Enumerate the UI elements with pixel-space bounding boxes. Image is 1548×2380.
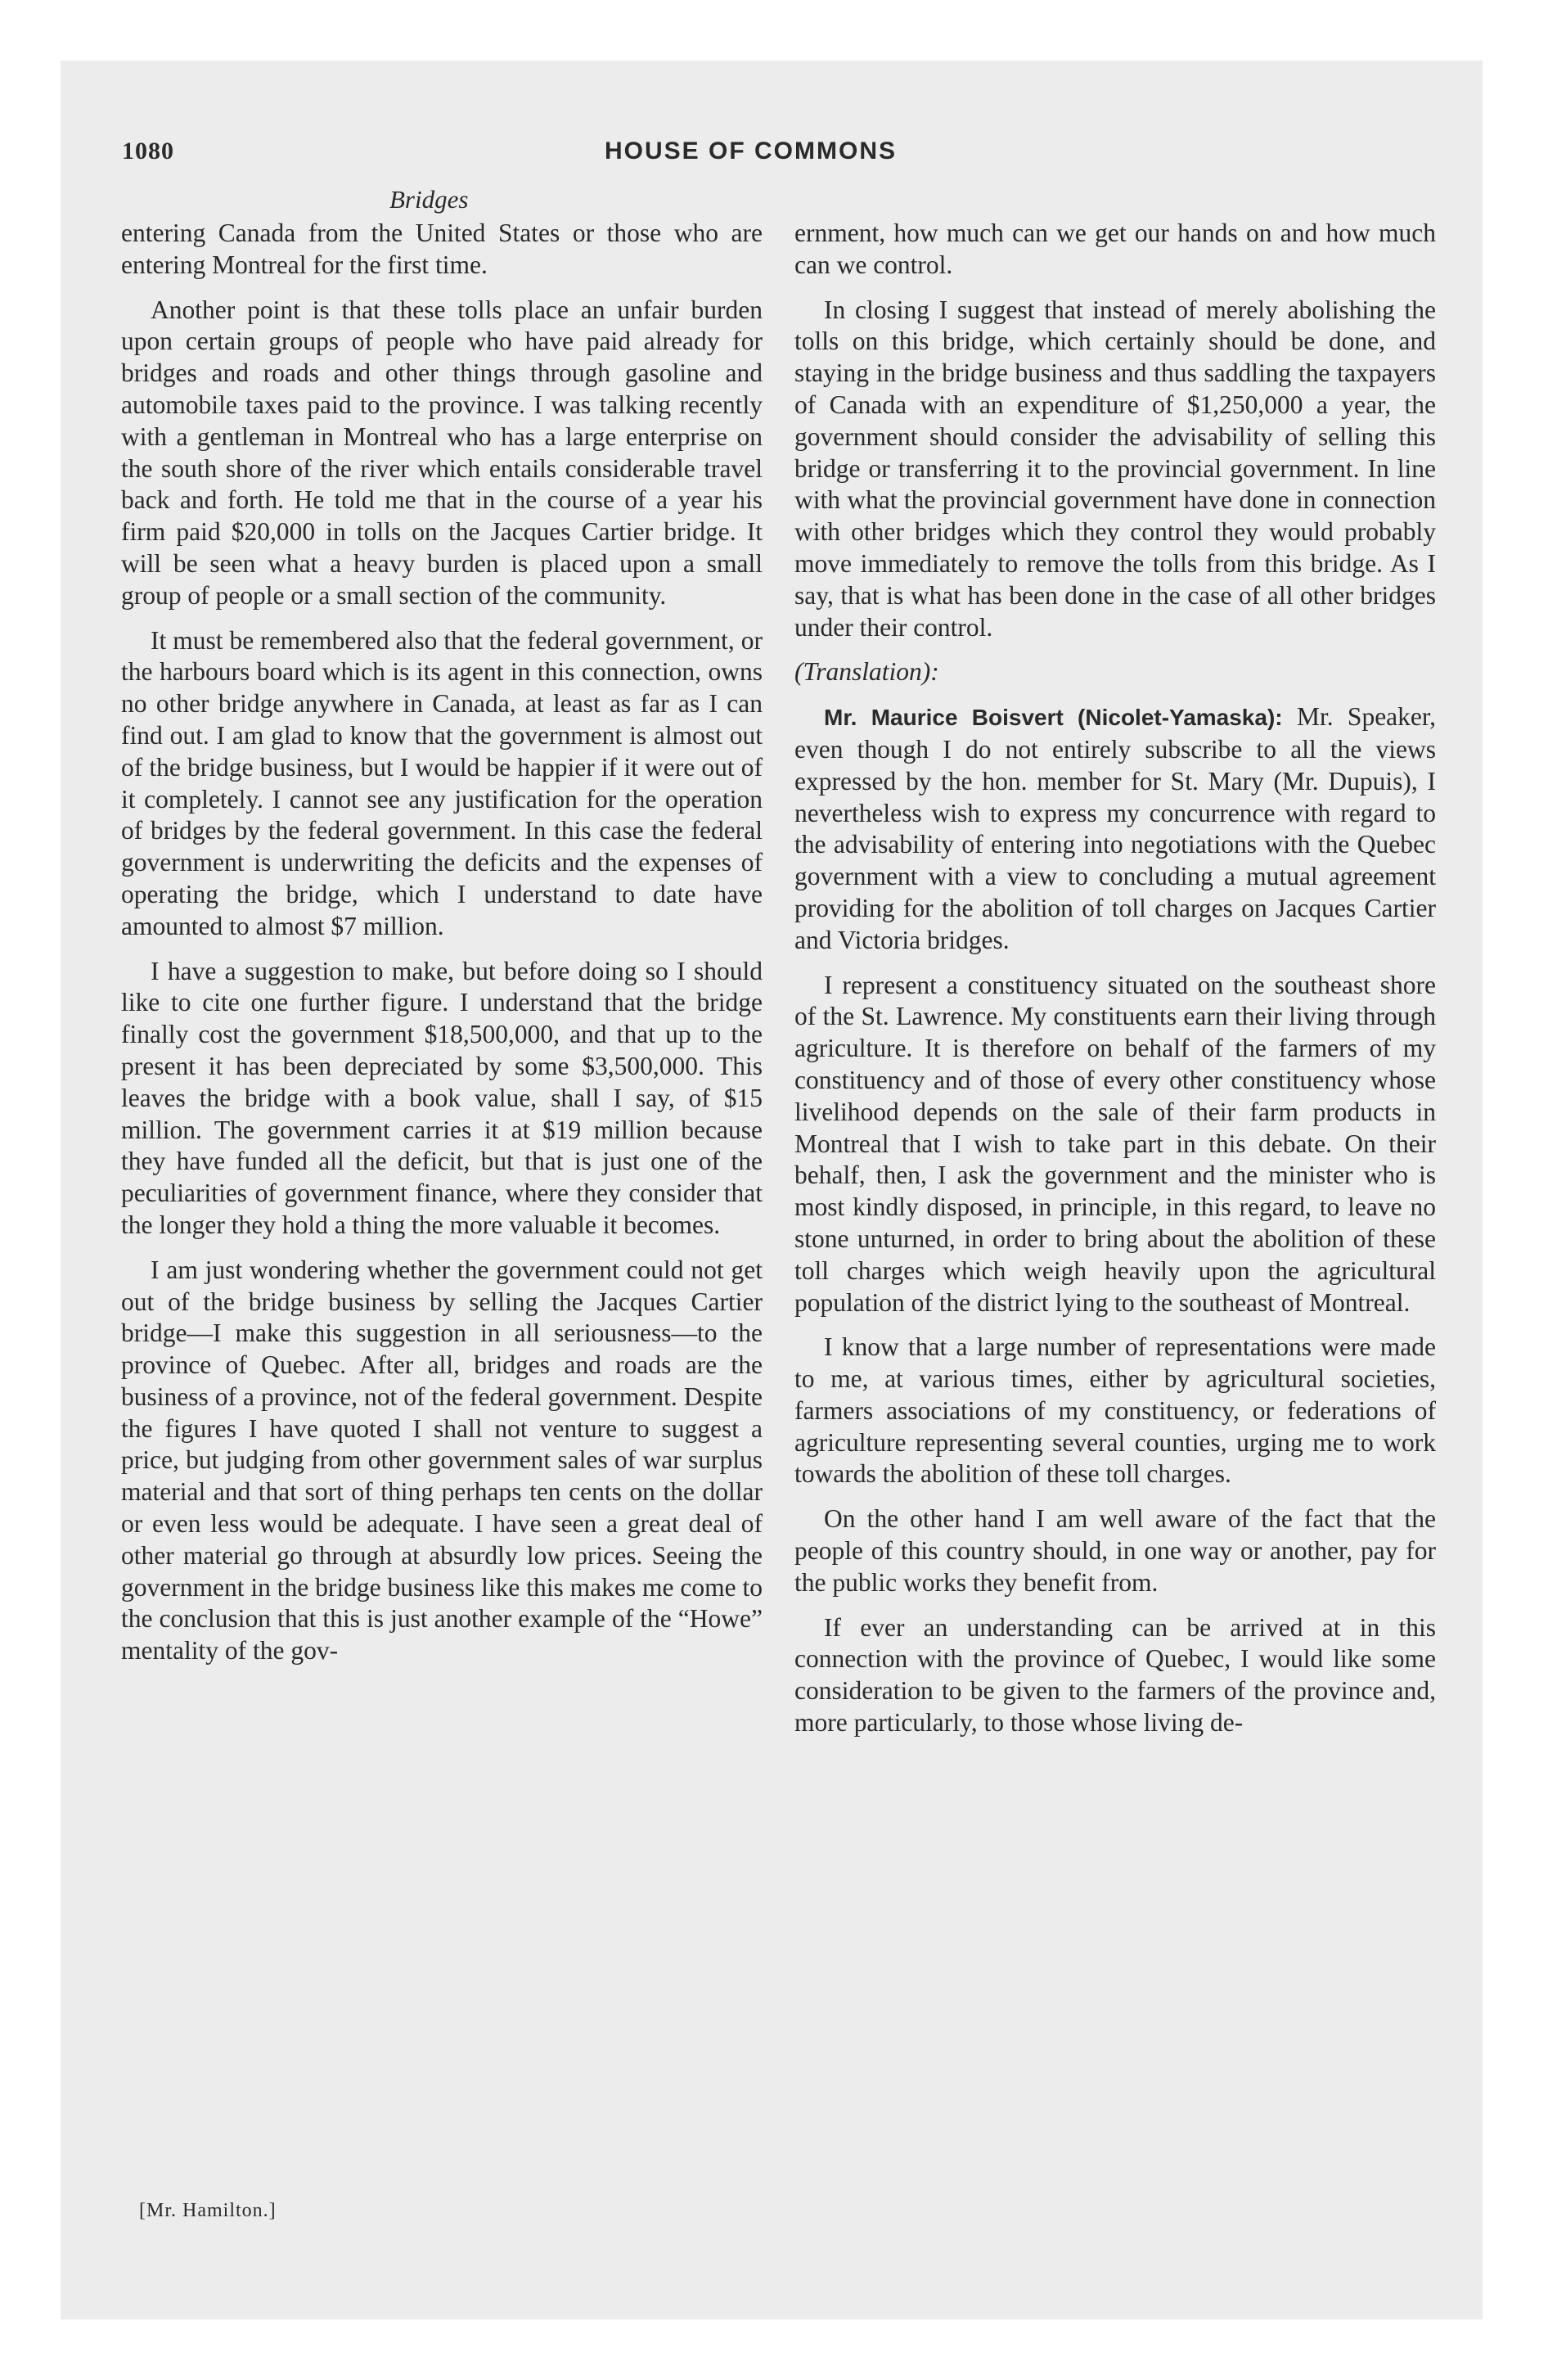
speaker-footer: [Mr. Hamilton.] xyxy=(139,2200,277,2221)
paragraph: entering Canada from the United States or those who are entering Montreal for the first time. xyxy=(121,219,763,279)
paragraph: ernment, how much can we get our hands on and how much can we control. xyxy=(794,219,1436,279)
running-head: HOUSE OF COMMONS xyxy=(605,137,898,165)
left-column xyxy=(121,218,763,1680)
page-number: 1080 xyxy=(122,137,174,165)
page-header xyxy=(122,137,1456,178)
paragraph: I represent a constituency situated on the southeast shore of the St. Lawrence. My constituents earn their living through agriculture. It is therefore on behalf of the farmers of my constituency and of those of every other constituency whose livelihood depends on the sale of their farm products in Montreal that I wish to take part in this debate. On their behalf, then, I ask the government and the minister who is most kindly disposed, in principle, in this regard, to leave no stone unturned, in order to bring about the abolition of these toll charges which weigh heavily upon the agricultural population of the district lying to the southeast of Montreal. xyxy=(794,970,1436,1317)
speech-text: Mr. Speaker, even though I do not entirely subscribe to all the views expressed by the hon. member for St. Mary (Mr. Dupuis), I nevertheless wish to express my concurrence with regard to the advisability of entering into negotiations with the Quebec government with a view to concluding a mutual agreement providing for the abolition of toll charges on Jacques Cartier and Victoria bridges. xyxy=(794,702,1436,954)
speech-paragraph xyxy=(794,701,1436,956)
paragraph: It must be remembered also that the federal government, or the harbours board which is its agent in this connection, owns no other bridge anywhere in Canada, at least as far as I can find out. I am glad to know that the government is almost out of the bridge business, but I would be happier if it were out of it completely. I cannot see any justification for the operation of bridges by the federal government. In this case the federal government is underwriting the deficits and the expenses of operating the bridge, which I understand to date have amounted to almost $7 million. xyxy=(121,625,763,940)
paragraph: If ever an understanding can be arrived at in this connection with the province of Quebec, I would like some consideration to be given to the farmers of the province and, more particularly, to those whose living de- xyxy=(794,1612,1436,1738)
paragraph: On the other hand I am well aware of the fact that the people of this country should, in one way or another, pay for the public works they benefit from. xyxy=(794,1504,1436,1597)
paragraph: Another point is that these tolls place an unfair burden upon certain groups of people who have paid already for bridges and roads and other things through gasoline and automobile taxes paid to the province. I was talking recently with a gentleman in Montreal who has a large enterprise on the south shore of the river which entails considerable travel back and forth. He told me that in the course of a year his firm paid $20,000 in tolls on the Jacques Cartier bridge. It will be seen what a heavy burden is placed upon a small group of people or a small section of the community. xyxy=(121,295,763,610)
speaker-name: Mr. Maurice Boisvert (Nicolet-Yamaska): xyxy=(824,705,1283,731)
paragraph: I know that a large number of representations were made to me, at various times, either by agricultural societies, farmers associations of my constituency, or federations of agriculture representing several counties, urging me to work towards the abolition of these toll charges. xyxy=(794,1332,1436,1489)
subject-heading: Bridges xyxy=(389,185,469,214)
paragraph: I am just wondering whether the government could not get out of the bridge business by selling the Jacques Cartier bridge—I make this suggestion in all seriousness—to the province of Quebec. After all, bridges and roads are the business of a province, not of the federal government. Despite the figures I have quoted I shall not venture to suggest a price, but judging from other government sales of war surplus material and that sort of thing perhaps ten cents on the dollar or even less would be adequate. I have seen a great deal of other material go through at absurdly low prices. Seeing the government in the bridge business like this makes me come to the conclusion that this is just another example of the “Howe” mentality of the gov- xyxy=(121,1255,763,1666)
paragraph: In closing I suggest that instead of merely abolishing the tolls on this bridge, which certainly should be done, and staying in the bridge business and thus saddling the taxpayers of Canada with an expenditure of $1,250,000 a year, the government should consider the advisability of selling this bridge or transferring it to the provincial government. In line with what the provincial government have done in connection with other bridges which they control they would probably move immediately to remove the tolls from this bridge. As I say, that is what has been done in the case of all other bridges under their control. xyxy=(794,295,1436,642)
translation-label: (Translation): xyxy=(794,657,939,687)
paragraph: I have a suggestion to make, but before doing so I should like to cite one further figure. I understand that the bridge finally cost the government $18,500,000, and that up to the present it has been depreciated by some $3,500,000. This leaves the bridge with a book value, shall I say, of $15 million. The government carries it at $19 million because they have funded all the deficit, but that is just one of the peculiarities of government finance, where they consider that the longer they hold a thing the more valuable it becomes. xyxy=(121,956,763,1239)
right-column xyxy=(794,218,1436,1752)
